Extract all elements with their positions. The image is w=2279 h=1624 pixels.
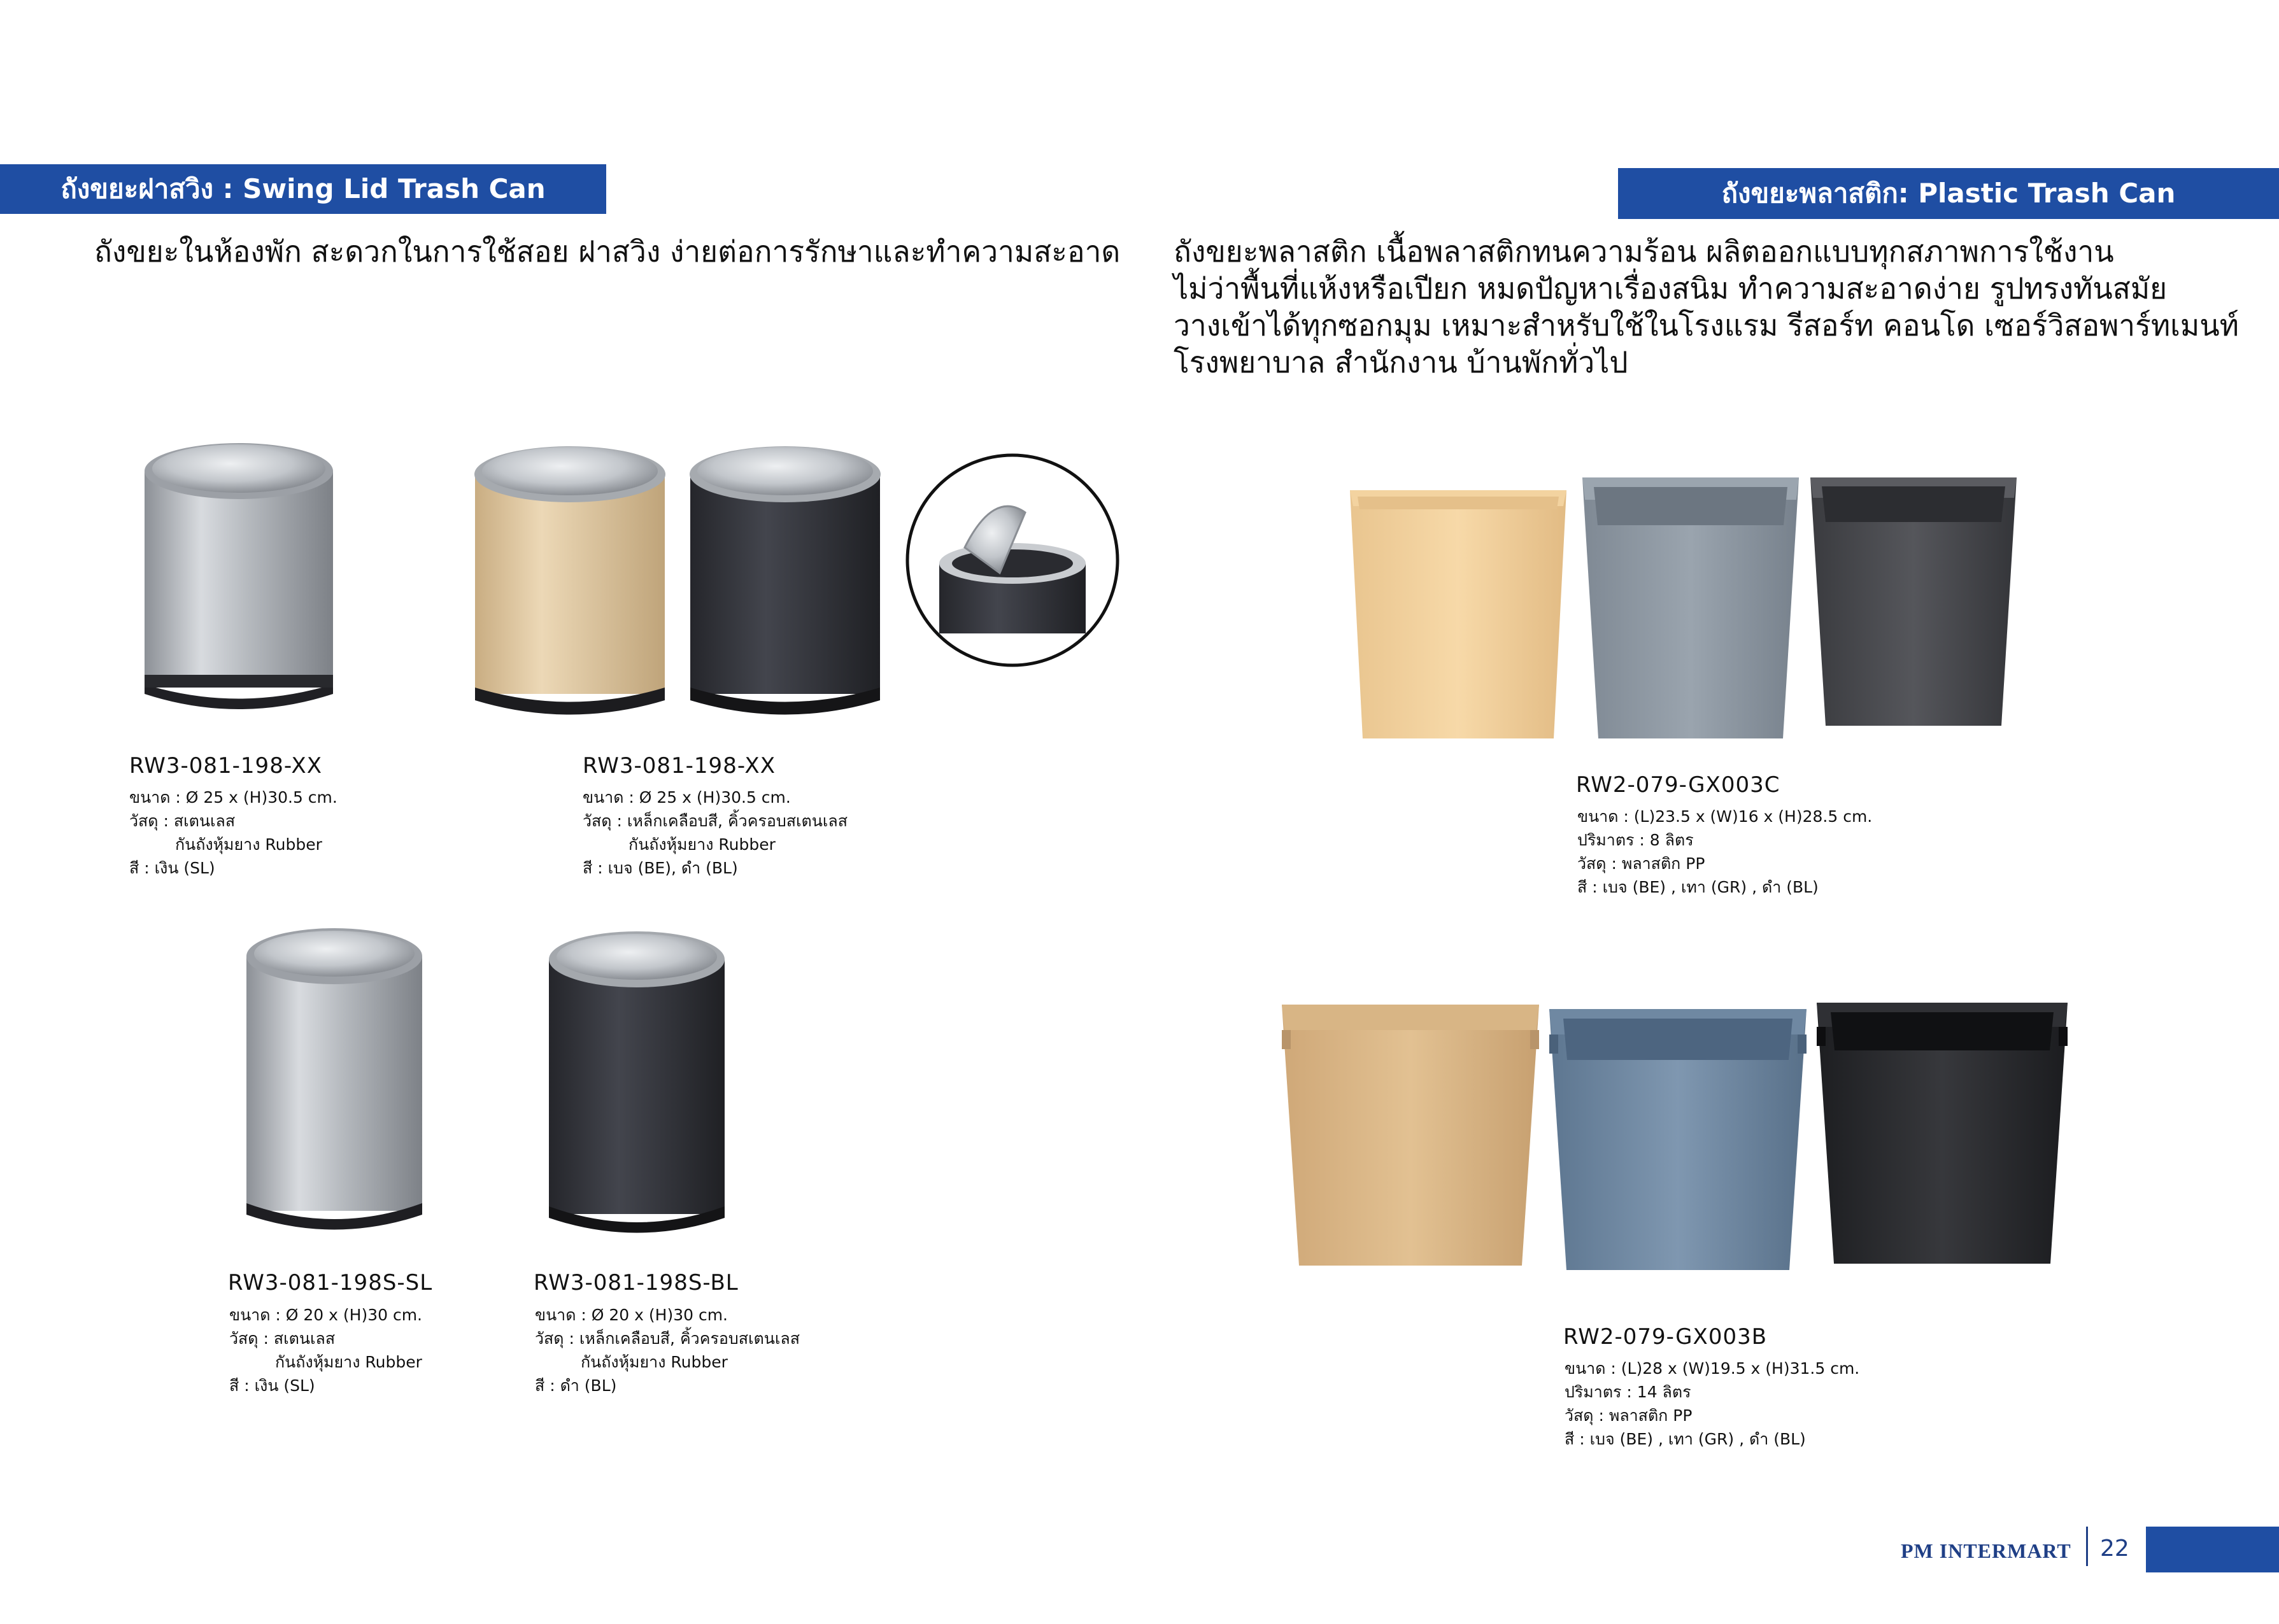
page-number: 22 xyxy=(2100,1536,2129,1562)
plastic-intro-line: โรงพยาบาล สำนักงาน บ้านพักทั่วไป xyxy=(1174,345,1628,379)
plastic-bin-beige-image xyxy=(1344,471,1573,751)
product-specs xyxy=(1577,805,1872,899)
product-specs xyxy=(1565,1357,1859,1451)
spec-material-extra: กันถังหุ้มยาง Rubber xyxy=(275,1353,422,1371)
spec-material-extra: กันถังหุ้มยาง Rubber xyxy=(581,1353,728,1371)
black-trash-can-image xyxy=(680,439,890,726)
spec-material: วัสดุ : พลาสติก PP xyxy=(1565,1406,1693,1425)
product-code: RW3-081-198S-BL xyxy=(534,1270,739,1296)
brand-logo-text: PM INTERMART xyxy=(1901,1539,2071,1562)
spec-size: ขนาด : (L)23.5 x (W)16 x (H)28.5 cm. xyxy=(1577,807,1873,826)
plastic-bin-beige-large-image xyxy=(1277,985,1544,1278)
spec-material: วัสดุ : พลาสติก PP xyxy=(1577,854,1705,873)
plastic-bin-black-image xyxy=(1805,471,2022,738)
silver-trash-can-image xyxy=(131,439,347,719)
product-code: RW3-081-198S-SL xyxy=(228,1270,433,1296)
swing-lid-detail-image xyxy=(904,452,1121,668)
spec-size: ขนาด : Ø 20 x (H)30 cm. xyxy=(535,1306,728,1324)
product-code: RW2-079-GX003C xyxy=(1576,772,1780,798)
plastic-bin-gray-image xyxy=(1576,471,1805,751)
product-specs xyxy=(535,1303,800,1397)
spec-material: วัสดุ : สเตนเลส xyxy=(129,812,236,830)
spec-capacity: ปริมาตร : 8 ลิตร xyxy=(1577,831,1694,849)
black-small-trash-can-image xyxy=(541,926,732,1245)
spec-color: สี : เบจ (BE) , เทา (GR) , ดำ (BL) xyxy=(1577,878,1819,896)
plastic-intro-line: ไม่ว่าพื้นที่แห้งหรือเปียก หมดปัญหาเรื่องสนิม ทำความสะอาดง่าย รูปทรงทันสมัย xyxy=(1174,271,2168,306)
spec-material: วัสดุ : สเตนเลส xyxy=(229,1329,336,1348)
spec-size: ขนาด : Ø 25 x (H)30.5 cm. xyxy=(583,788,791,807)
plastic-intro-line: วางเข้าได้ทุกซอกมุม เหมาะสำหรับใช้ในโรงแรม รีสอร์ท คอนโด เซอร์วิสอพาร์ทเมนท์ xyxy=(1174,308,2239,342)
plastic-bin-black-large-image xyxy=(1812,990,2073,1276)
plastic-intro xyxy=(1174,233,2239,381)
product-code: RW3-081-198-XX xyxy=(129,753,322,779)
spec-size: ขนาด : Ø 25 x (H)30.5 cm. xyxy=(129,788,337,807)
spec-color: สี : เงิน (SL) xyxy=(229,1376,315,1395)
spec-material-extra: กันถังหุ้มยาง Rubber xyxy=(175,835,322,854)
spec-material: วัสดุ : เหล็กเคลือบสี, คิ้วครอบสเตนเลส xyxy=(535,1329,800,1348)
product-specs xyxy=(129,786,337,880)
swing-lid-intro: ถังขยะในห้องพัก สะดวกในการใช้สอย ฝาสวิง ง่ายต่อการรักษาและทำความสะอาด xyxy=(94,234,1121,269)
product-code: RW3-081-198-XX xyxy=(583,753,776,779)
product-specs xyxy=(583,786,848,880)
beige-trash-can-image xyxy=(465,439,675,726)
section-header-plastic: ถังขยะพลาสติก: Plastic Trash Can xyxy=(1618,168,2279,219)
footer-divider xyxy=(2086,1527,2088,1566)
footer-accent-bar xyxy=(2146,1527,2279,1572)
spec-size: ขนาด : (L)28 x (W)19.5 x (H)31.5 cm. xyxy=(1565,1359,1860,1378)
spec-color: สี : เบจ (BE), ดำ (BL) xyxy=(583,859,738,877)
spec-capacity: ปริมาตร : 14 ลิตร xyxy=(1565,1383,1691,1401)
product-code: RW2-079-GX003B xyxy=(1563,1324,1768,1350)
spec-color: สี : เงิน (SL) xyxy=(129,859,215,877)
section-header-swing-lid: ถังขยะฝาสวิง : Swing Lid Trash Can xyxy=(0,164,606,214)
spec-color: สี : ดำ (BL) xyxy=(535,1376,617,1395)
plastic-bin-blue-gray-image xyxy=(1544,990,1812,1283)
spec-material: วัสดุ : เหล็กเคลือบสี, คิ้วครอบสเตนเลส xyxy=(583,812,848,830)
spec-material-extra: กันถังหุ้มยาง Rubber xyxy=(628,835,776,854)
spec-size: ขนาด : Ø 20 x (H)30 cm. xyxy=(229,1306,423,1324)
product-specs xyxy=(229,1303,422,1397)
silver-small-trash-can-image xyxy=(239,923,430,1241)
spec-color: สี : เบจ (BE) , เทา (GR) , ดำ (BL) xyxy=(1565,1430,1806,1448)
plastic-intro-line: ถังขยะพลาสติก เนื้อพลาสติกทนความร้อน ผลิตออกแบบทุกสภาพการใช้งาน xyxy=(1174,234,2114,269)
